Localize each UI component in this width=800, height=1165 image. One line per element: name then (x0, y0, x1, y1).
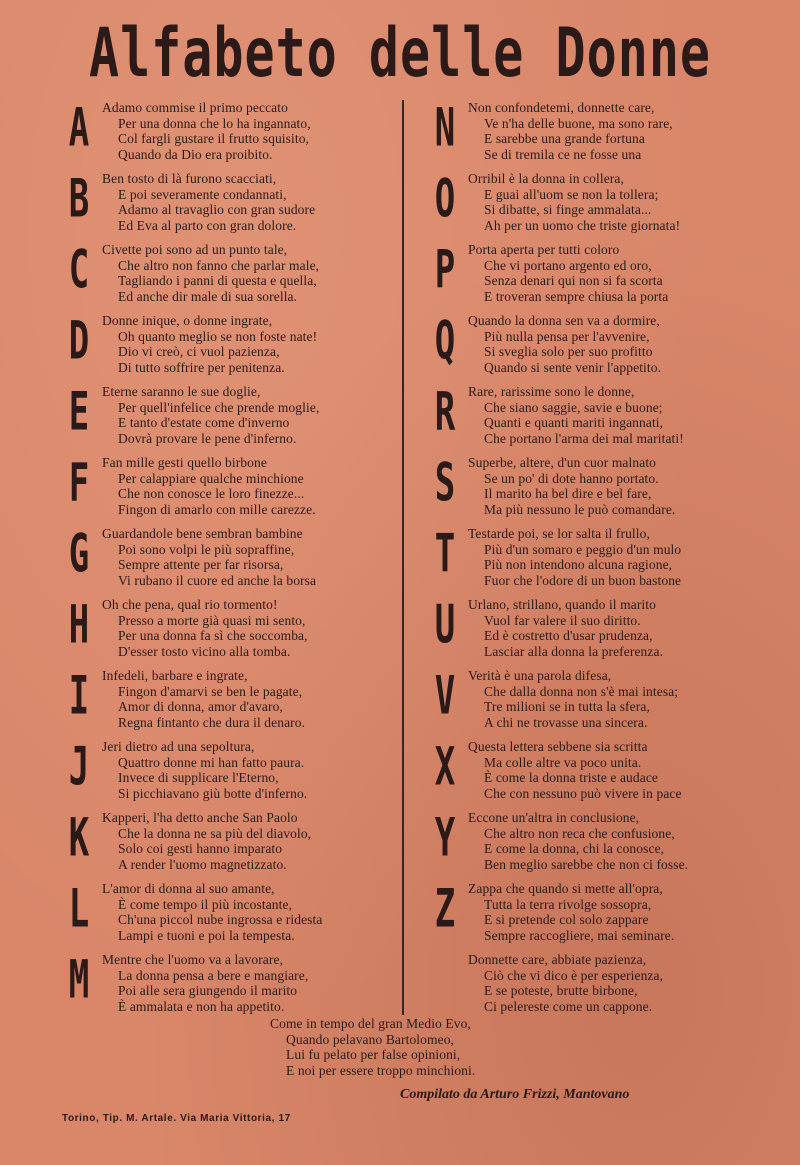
verse-line: Che altro non reca che confusione, (484, 825, 675, 841)
verse-line: Che portano l'arma dei mal maritati! (484, 430, 684, 446)
stanza-letter: P (434, 239, 456, 302)
verse-line: Rare, rarissime sono le donne, (468, 384, 635, 399)
verse-line: Ma colle altre va poco unita. (484, 754, 642, 770)
verse-line: Zappa che quando si mette all'opra, (468, 881, 663, 896)
verse-line: È ammalata e non ha appetito. (118, 998, 285, 1014)
verse-line: Che la donna ne sa più del diavolo, (118, 825, 312, 841)
stanza-letter: A (68, 97, 90, 160)
stanza-letter: V (434, 665, 456, 728)
verse-line: E guai all'uom se non la tollera; (484, 186, 659, 202)
verse-line: Infedeli, barbare e ingrate, (102, 668, 248, 683)
stanza (62, 878, 422, 952)
verse-line: Si dibatte, si finge ammalata... (484, 202, 652, 217)
verse-line: Verità è una parola difesa, (468, 668, 612, 683)
stanza-letter: X (434, 736, 456, 799)
verse-line: Che dalla donna non s'è mai intesa; (484, 683, 679, 699)
verse-line: Fingon di amarlo con mille carezze. (118, 501, 316, 517)
stanza (428, 168, 788, 242)
stanza (428, 878, 788, 952)
stanza (62, 523, 422, 597)
verse-line: Di tutto soffrire per penitenza. (118, 359, 285, 375)
verse-line: Fuor che l'odore di un buon bastone (484, 572, 682, 588)
stanza-lines (468, 881, 793, 943)
verse-line: Il marito ha bel dire e bel fare, (484, 486, 652, 501)
verse-line: Regna fintanto che dura il denaro. (118, 714, 306, 730)
verse-line: Per quell'infelice che prende moglie, (118, 399, 320, 415)
verse-line: E sarebbe una grande fortuna (484, 131, 645, 146)
verse-line: Donne inique, o donne ingrate, (102, 313, 273, 328)
verse-line: Invece di supplicare l'Eterno, (118, 770, 279, 785)
verse-line: Più non intendono alcuna ragione, (484, 557, 673, 572)
stanza (428, 97, 788, 171)
stanza-letter: G (68, 523, 90, 586)
stanza-letter: R (434, 381, 456, 444)
verse-line: Mentre che l'uomo va a lavorare, (102, 952, 284, 967)
verse-line: A render l'uomo magnetizzato. (118, 856, 287, 872)
stanza (62, 949, 422, 1023)
stanza-lines (102, 810, 427, 872)
verse-line: L'amor di donna al suo amante, (102, 881, 275, 896)
verse-line: Sempre attente per far risorsa, (118, 557, 284, 572)
verse-line: Oh quanto meglio se non foste nate! (118, 328, 318, 344)
verse-line: D'esser tosto vicino alla tomba. (118, 643, 291, 659)
verse-line: Urlano, strillano, quando il marito (468, 597, 656, 612)
verse-line: E come la donna, chi la conosce, (484, 841, 665, 856)
verse-line: Quando si sente venir l'appetito. (484, 359, 662, 375)
stanza-letter: S (434, 452, 456, 515)
stanza-lines (468, 171, 793, 233)
stanza (62, 452, 422, 526)
author-credit: Compilato da Arturo Frizzi, Mantovano (400, 1087, 630, 1102)
verse-line: Donnette care, abbiate pazienza, (468, 952, 647, 967)
verse-line: E troveran sempre chiusa la porta (484, 288, 669, 304)
verse-line: Quando la donna sen va a dormire, (468, 313, 660, 328)
verse-line: Ciò che vi dico è per esperienza, (484, 967, 664, 983)
stanza-lines (468, 242, 793, 304)
stanza-letter: N (434, 97, 456, 160)
verse-line: Ve n'ha delle buone, ma sono rare, (484, 115, 673, 131)
verse-line: Ed è costretto d'usar prudenza, (484, 628, 653, 643)
stanza (62, 239, 422, 313)
verse-line: Che siano saggie, savie e buone; (484, 399, 663, 415)
verse-line: Ci pelereste come un cappone. (484, 998, 653, 1014)
stanza-lines (468, 384, 793, 446)
stanza (428, 452, 788, 526)
stanza-lines (102, 526, 427, 588)
verse-line: Che non conosce le loro finezze... (118, 486, 305, 501)
verse-line: Senza denari qui non si fa scorta (484, 273, 663, 288)
stanza-lines (102, 881, 427, 943)
verse-line: Che altro non fanno che parlar male, (118, 257, 320, 273)
stanza (62, 381, 422, 455)
stanza-letter: M (68, 949, 90, 1012)
verse-line: Per una donna fa sì che soccomba, (118, 628, 308, 643)
stanza (62, 168, 422, 242)
stanza (428, 381, 788, 455)
verse-line: Dio vi creò, ci vuol pazienza, (118, 344, 280, 359)
stanza (428, 239, 788, 313)
verse-line: Ah per un uomo che triste giornata! (484, 217, 681, 233)
stanza-lines (468, 952, 793, 1014)
stanza-letter: B (68, 168, 90, 231)
stanza (428, 594, 788, 668)
verse-line: Lampi e tuoni e poi la tempesta. (118, 927, 295, 943)
verse-line: È come la donna triste e audace (484, 770, 659, 785)
verse-line: Fan mille gesti quello birbone (102, 455, 267, 470)
stanza-lines (102, 668, 427, 730)
verse-line: Se di tremila ce ne fosse una (484, 146, 642, 162)
stanza-letter: C (68, 239, 90, 302)
stanza-lines (102, 597, 427, 659)
stanza (62, 97, 422, 171)
verse-line: Per calappiare qualche minchione (118, 470, 304, 486)
stanza (62, 807, 422, 881)
verse-line: Eccone un'altra in conclusione, (468, 810, 640, 825)
stanza-lines (468, 313, 793, 375)
verse-line: Eterne saranno le sue doglie, (102, 384, 261, 399)
verse-line: Ma più nessuno le può comandare. (484, 501, 676, 517)
verse-line: Più d'un somaro e peggio d'un mulo (484, 541, 682, 557)
verse-line: Superbe, altere, d'un cuor malnato (468, 455, 657, 470)
stanza-letter: Z (434, 878, 456, 941)
stanza-letter: J (68, 736, 90, 799)
stanza-lines (102, 242, 427, 304)
verse-line: Tagliando i panni di questa e quella, (118, 273, 317, 288)
verse-line: Che con nessuno può vivere in pace (484, 785, 682, 801)
closing-line: Quando pelavano Bartolomeo, (286, 1031, 455, 1047)
printer-imprint: Torino, Tip. M. Artale. Via Maria Vittoria, 17 (62, 1113, 291, 1124)
verse-line: Se un po' di dote hanno portato. (484, 470, 659, 486)
verse-line: E si pretende col solo zappare (484, 912, 649, 927)
verse-line: Ed anche dir male di sua sorella. (118, 288, 298, 304)
verse-line: Adamo commise il primo peccato (102, 100, 288, 115)
verse-line: Vi rubano il cuore ed anche la borsa (118, 572, 317, 588)
verse-line: La donna pensa a bere e mangiare, (118, 967, 309, 983)
verse-line: Poi alle sera giungendo il marito (118, 983, 298, 998)
verse-line: Più nulla pensa per l'avvenire, (484, 328, 650, 344)
verse-line: A chi ne trovasse una sincera. (484, 714, 648, 730)
verse-line: Adamo al travaglio con gran sudore (118, 202, 316, 217)
verse-line: Porta aperta per tutti coloro (468, 242, 620, 257)
verse-line: Per una donna che lo ha ingannato, (118, 115, 311, 131)
stanza-lines (468, 100, 793, 162)
verse-line: Quando da Dio era proibito. (118, 146, 273, 162)
stanza-lines (102, 100, 427, 162)
verse-line: Vuol far valere il suo diritto. (484, 612, 641, 628)
verse-line: Non confondetemi, donnette care, (468, 100, 655, 115)
verse-line: È come tempo il più incostante, (118, 896, 293, 912)
closing-line: Lui fu pelato per false opinioni, (286, 1047, 461, 1062)
verse-line: Dovrà provare le pene d'inferno. (118, 430, 297, 446)
stanza-letter: T (434, 523, 456, 586)
verse-line: Jeri dietro ad una sepoltura, (102, 739, 255, 754)
stanza (62, 736, 422, 810)
verse-line: Lasciar alla donna la preferenza. (484, 643, 664, 659)
verse-line: Che vi portano argento ed oro, (484, 257, 652, 273)
stanza-lines (468, 810, 793, 872)
stanza-lines (468, 455, 793, 517)
stanza-letter: O (434, 168, 456, 231)
stanza-lines (102, 384, 427, 446)
stanza-letter: Q (434, 310, 456, 373)
stanza (428, 523, 788, 597)
poster-title: Alfabeto delle Donne (88, 14, 712, 93)
stanza-letter: K (68, 807, 90, 870)
verse-line: Civette poi sono ad un punto tale, (102, 242, 288, 257)
stanza (62, 594, 422, 668)
stanza-letter: Y (434, 807, 456, 870)
stanza-letter: L (68, 878, 90, 941)
stanza-letter: E (68, 381, 90, 444)
stanza-letter: I (68, 665, 90, 728)
stanza-letter: F (68, 452, 90, 515)
verse-line: Testarde poi, se lor salta il frullo, (468, 526, 650, 541)
stanza (428, 665, 788, 739)
stanza-letter: H (68, 594, 90, 657)
verse-line: E se poteste, brutte birbone, (484, 983, 638, 998)
verse-line: Si picchiavano giù botte d'inferno. (118, 785, 308, 801)
verse-line: Ben meglio sarebbe che non ci fosse. (484, 856, 689, 872)
verse-line: Ed Eva al parto con gran dolore. (118, 217, 297, 233)
stanza (428, 736, 788, 810)
stanza-lines (102, 171, 427, 233)
verse-line: Quattro donne mi han fatto paura. (118, 754, 305, 770)
verse-line: Solo coi gesti hanno imparato (118, 841, 283, 856)
verse-line: E poi severamente condannati, (118, 186, 287, 202)
verse-line: Orribil è la donna in collera, (468, 171, 624, 186)
right-column (428, 97, 788, 1023)
verse-line: Kapperi, l'ha detto anche San Paolo (102, 810, 298, 825)
stanza-lines (468, 739, 793, 801)
verse-line: Ben tosto di là furono scacciati, (102, 171, 277, 186)
stanza-letter: D (68, 310, 90, 373)
verse-line: Tutta la terra rivolge sossopra, (484, 896, 652, 912)
stanza-letter: U (434, 594, 456, 657)
verse-line: E tanto d'estate come d'inverno (118, 415, 290, 430)
verse-line: Sempre raccogliere, mai seminare. (484, 927, 675, 943)
verse-line: Amor di donna, amor d'avaro, (118, 699, 283, 714)
verse-line: Col fargli gustare il frutto squisito, (118, 131, 310, 146)
verse-line: Fingon d'amarvi se ben le pagate, (118, 683, 303, 699)
closing-line: Come in tempo del gran Medio Evo, (270, 1016, 471, 1031)
verse-line: Presso a morte già quasi mi sento, (118, 612, 306, 628)
stanza (428, 807, 788, 881)
stanza (62, 665, 422, 739)
closing-verse (270, 1016, 670, 1078)
stanza-lines (102, 739, 427, 801)
stanza (62, 310, 422, 384)
stanza-lines (468, 526, 793, 588)
verse-line: Poi sono volpi le più sopraffine, (118, 541, 295, 557)
verse-line: Tre milioni se in tutta la sfera, (484, 699, 650, 714)
verse-line: Questa lettera sebbene sia scritta (468, 739, 648, 754)
stanza-lines (468, 597, 793, 659)
verse-line: Quanti e quanti mariti ingannati, (484, 415, 664, 430)
stanza (428, 310, 788, 384)
stanza-lines (102, 455, 427, 517)
verse-line: Ch'una piccol nube ingrossa e ridesta (118, 912, 323, 927)
left-column (62, 97, 422, 1023)
stanza-lines (102, 313, 427, 375)
closing-line: E noi per essere troppo minchioni. (286, 1062, 476, 1078)
verse-line: Guardandole bene sembran bambine (102, 526, 303, 541)
stanza (428, 952, 788, 1023)
verse-line: Oh che pena, qual rio tormento! (102, 597, 278, 612)
stanza-lines (102, 952, 427, 1014)
verse-line: Si sveglia solo per suo profitto (484, 344, 653, 359)
stanza-lines (468, 668, 793, 730)
